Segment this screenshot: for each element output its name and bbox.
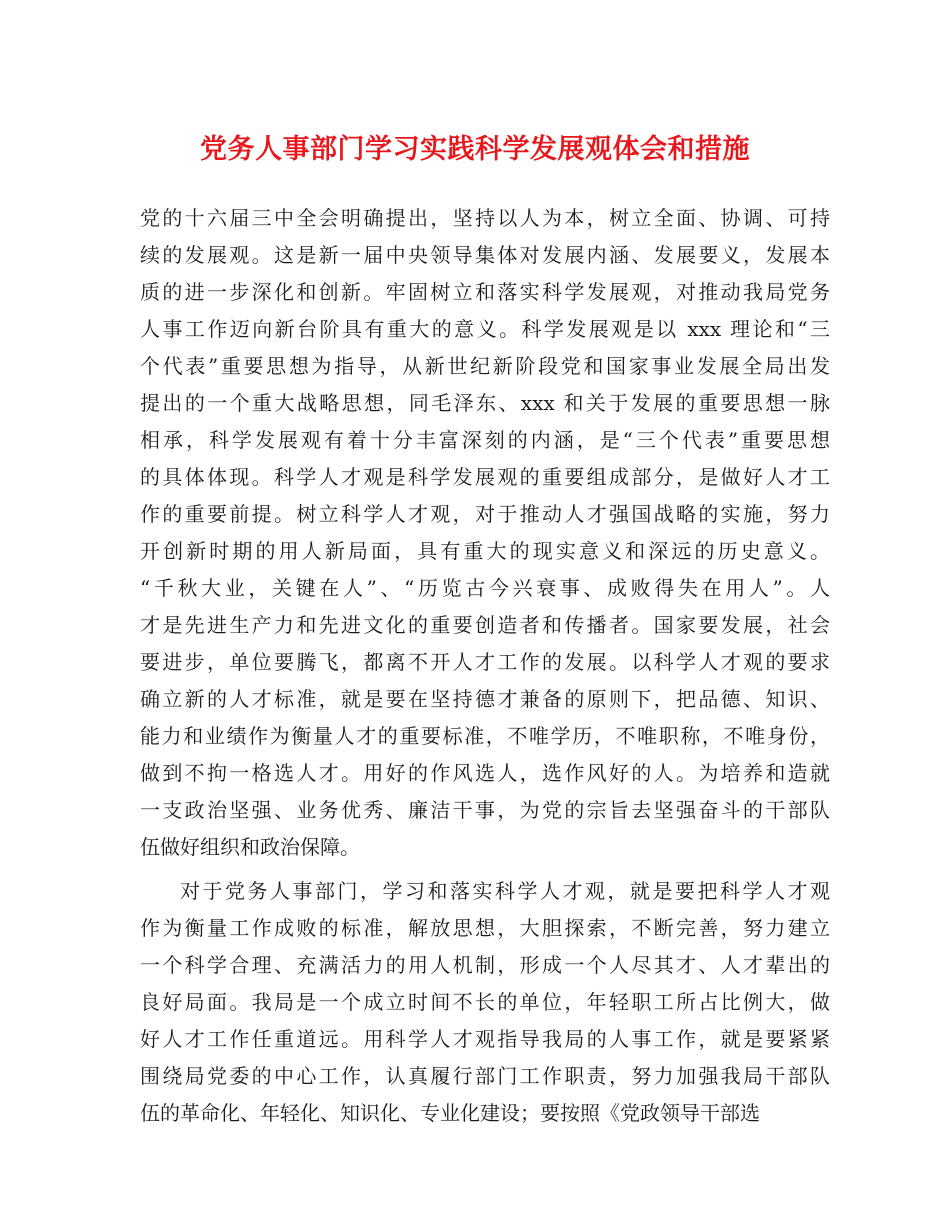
paragraph-line: 党的十六届三中全会明确提出，坚持以人为本，树立全面、协调、可持 (140, 206, 830, 230)
paragraph-line: 确立新的人才标准，就是要在坚持德才兼备的原则下，把品德、知识、 (140, 687, 830, 711)
paragraph-line: 能力和业绩作为衡量人才的重要标准，不唯学历，不唯职称，不唯身份， (140, 724, 830, 748)
paragraph-line: 人事工作迈向新台阶具有重大的意义。科学发展观是以 xxx 理论和“三 (140, 317, 830, 341)
paragraph-gap (140, 866, 830, 873)
paragraph-line: 围绕局党委的中心工作，认真履行部门工作职责，努力加强我局干部队 (140, 1064, 830, 1088)
paragraph-line: 续的发展观。这是新一届中央领导集体对发展内涵、发展要义，发展本 (140, 243, 830, 267)
paragraph-line: 好人才工作任重道远。用科学人才观指导我局的人事工作，就是要紧紧 (140, 1027, 830, 1051)
paragraph-line: 一个科学合理、充满活力的用人机制，形成一个人尽其才、人才辈出的 (140, 953, 830, 977)
paragraph-line: 提出的一个重大战略思想，同毛泽东、xxx 和关于发展的重要思想一脉 (140, 391, 830, 415)
document-body (140, 200, 830, 1132)
paragraph-line: 作为衡量工作成败的标准，解放思想，大胆探索，不断完善，努力建立 (140, 916, 830, 940)
paragraph-line: 一支政治坚强、业务优秀、廉洁干事，为党的宗旨去坚强奋斗的干部队 (140, 798, 830, 822)
paragraph-line: 相承，科学发展观有着十分丰富深刻的内涵，是“三个代表”重要思想 (140, 428, 830, 452)
paragraph-line: 质的进一步深化和创新。牢固树立和落实科学发展观，对推动我局党务 (140, 280, 830, 304)
paragraph-line: 个代表”重要思想为指导，从新世纪新阶段党和国家事业发展全局出发 (140, 354, 830, 378)
paragraph-line: 做到不拘一格选人才。用好的作风选人，选作风好的人。为培养和造就 (140, 761, 830, 785)
paragraph-line: 才是先进生产力和先进文化的重要创造者和传播者。国家要发展，社会 (140, 613, 830, 637)
paragraph-line: 作的重要前提。树立科学人才观，对于推动人才强国战略的实施，努力 (140, 502, 830, 526)
paragraph-line: 良好局面。我局是一个成立时间不长的单位，年轻职工所占比例大，做 (140, 990, 830, 1014)
paragraph (140, 873, 830, 1132)
paragraph-line: 伍的革命化、年轻化、知识化、专业化建设；要按照《党政领导干部选 (140, 1101, 760, 1125)
paragraph-line: “千秋大业，关键在人”、“历览古今兴衰事、成败得失在用人”。人 (140, 576, 830, 600)
document-title: 党务人事部门学习实践科学发展观体会和措施 (200, 134, 750, 165)
paragraph-line: 对于党务人事部门，学习和落实科学人才观，就是要把科学人才观 (180, 879, 830, 903)
paragraph-line: 开创新时期的用人新局面，具有重大的现实意义和深远的历史意义。 (140, 539, 830, 563)
paragraph-line: 的具体体现。科学人才观是科学发展观的重要组成部分，是做好人才工 (140, 465, 830, 489)
paragraph (140, 200, 830, 866)
paragraph-line: 伍做好组织和政治保障。 (140, 835, 360, 859)
paragraph-line: 要进步，单位要腾飞，都离不开人才工作的发展。以科学人才观的要求 (140, 650, 830, 674)
